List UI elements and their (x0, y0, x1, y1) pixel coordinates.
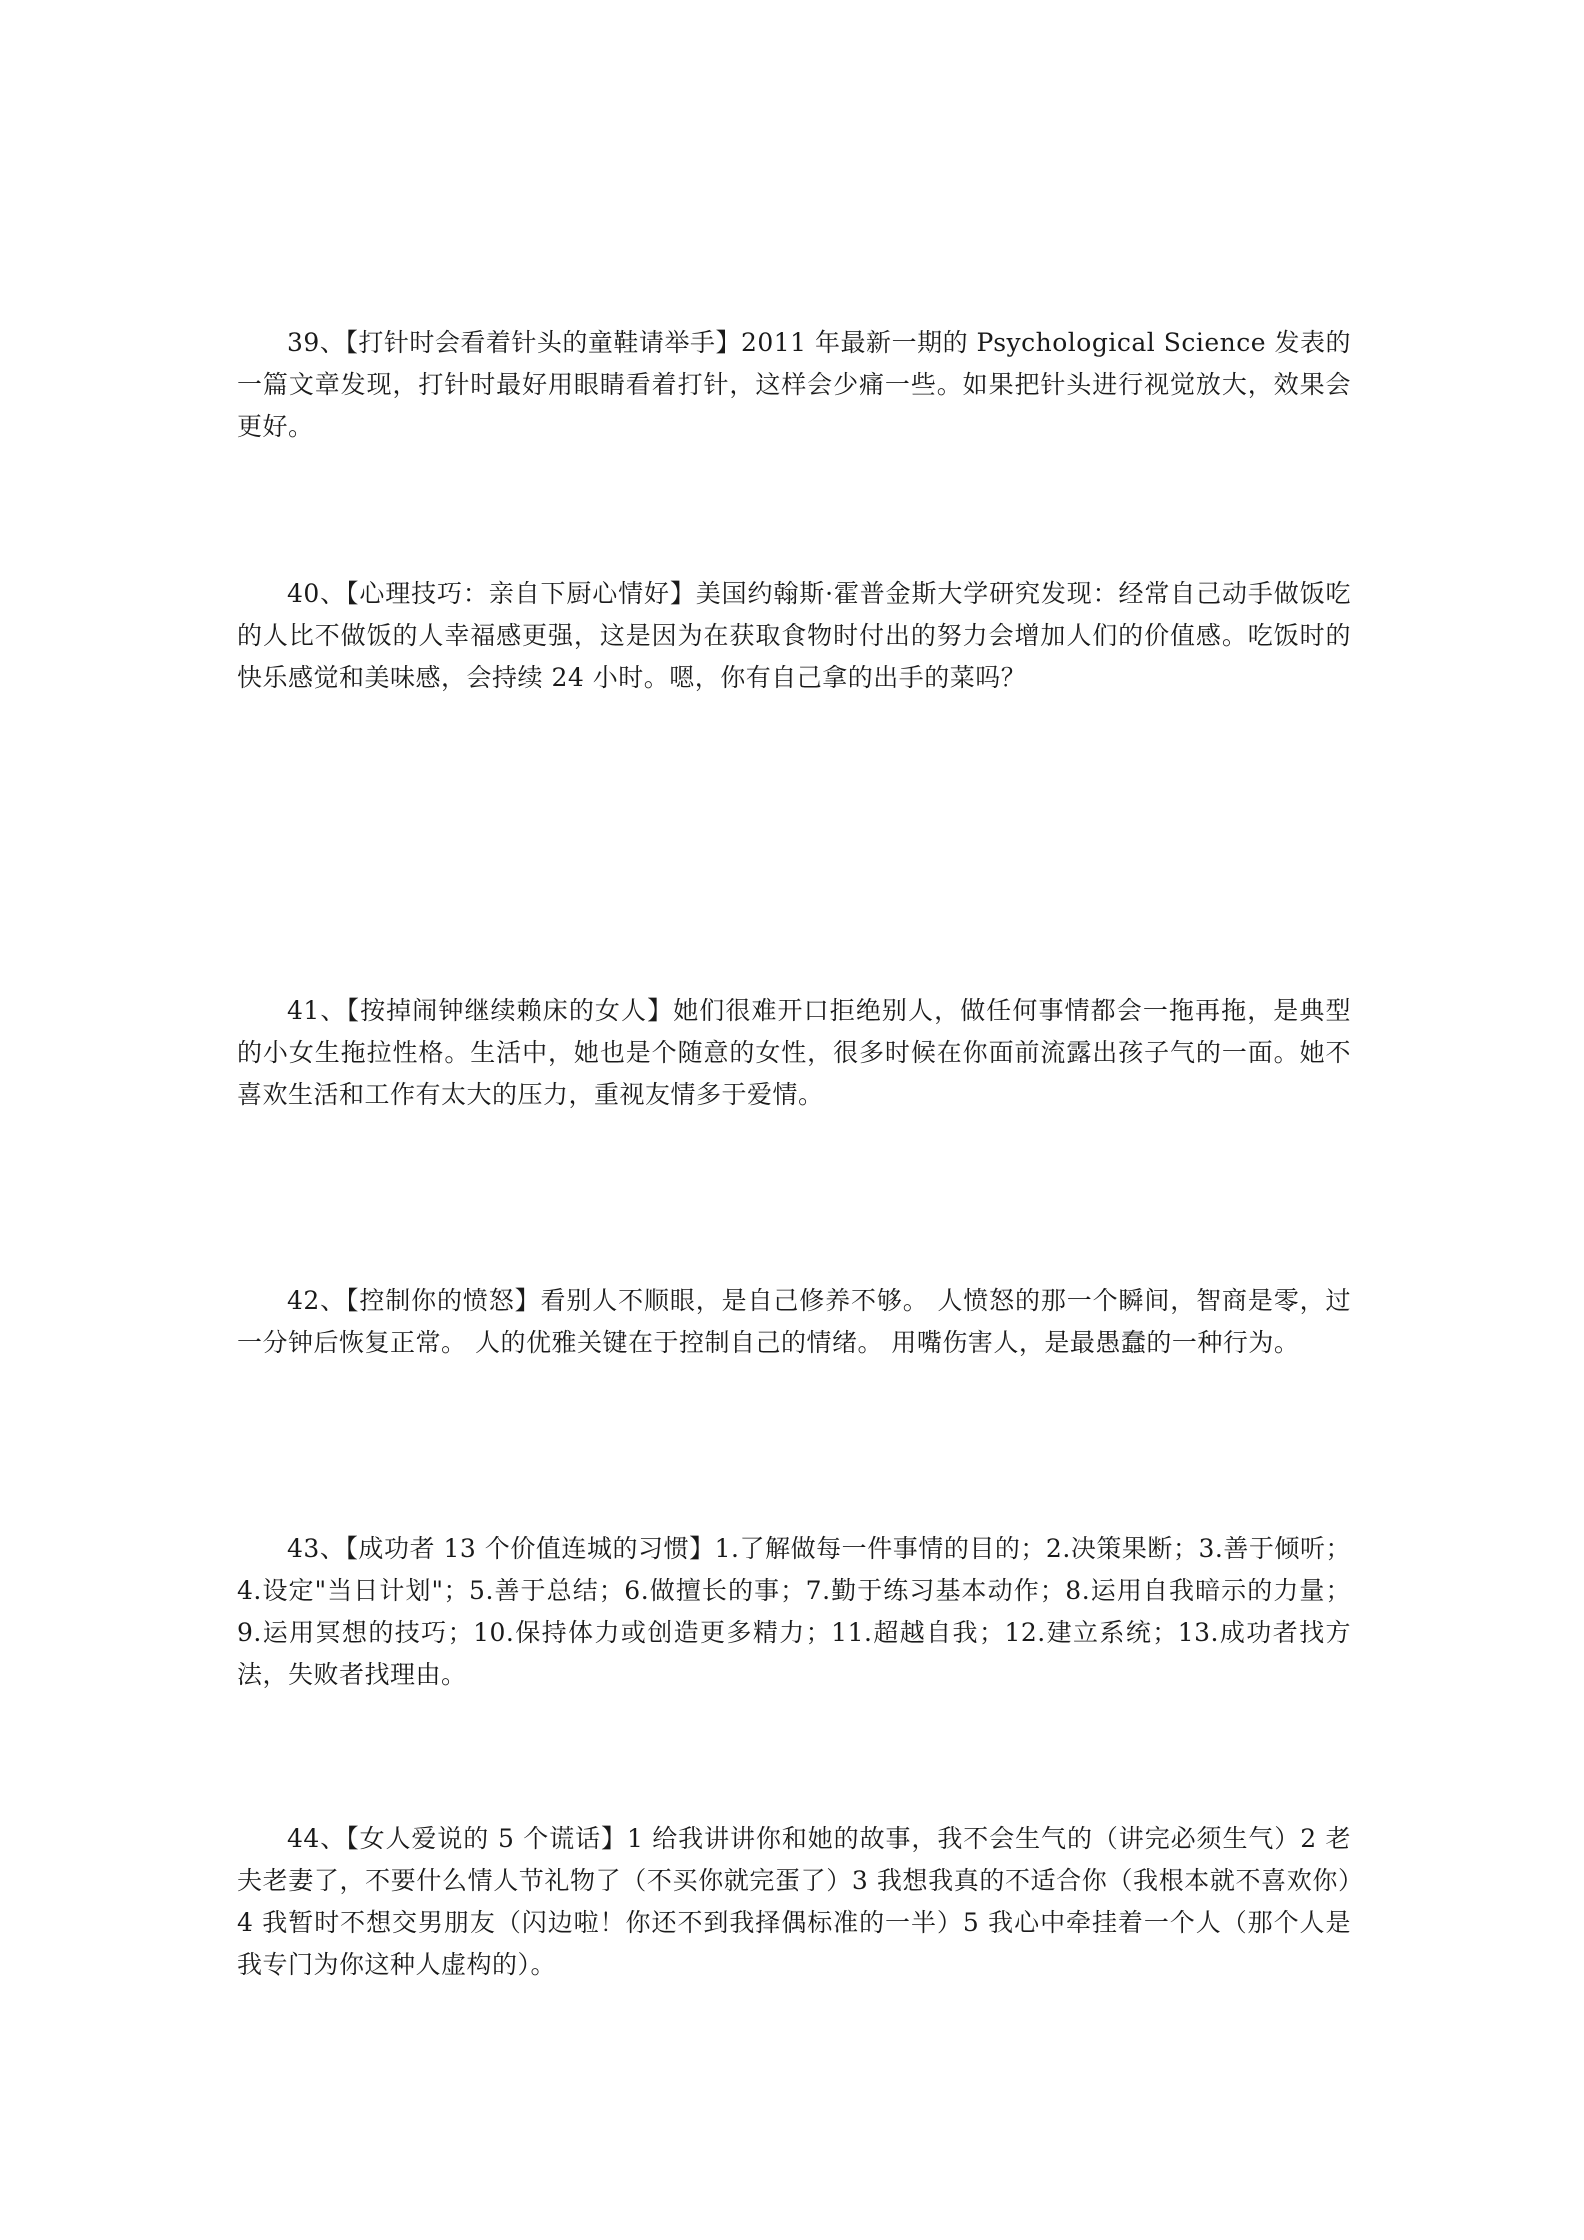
paragraph-39: 39、【打针时会看着针头的童鞋请举手】2011 年最新一期的 Psychological Science 发表的一篇文章发现，打针时最好用眼睛看着打针，这样会少痛一些。如果把针头进行视觉放大，效果会更好。 (237, 328, 1351, 441)
paragraph-42: 42、【控制你的愤怒】看别人不顺眼，是自己修养不够。 人愤怒的那一个瞬间，智商是零，过一分钟后恢复正常。 人的优雅关键在于控制自己的情绪。 用嘴伤害人，是最愚蠢的一种行为。 (237, 1286, 1351, 1357)
paragraph-43: 43、【成功者 13 个价值连城的习惯】1.了解做每一件事情的目的；2.决策果断；3.善于倾听；4.设定"当日计划"；5.善于总结；6.做擅长的事；7.勤于练习基本动作；8.运用自我暗示的力量；9.运用冥想的技巧；10.保持体力或创造更多精力；11.超越自我；12.建立系统；13.成功者找方法，失败者找理由。 (237, 1534, 1351, 1689)
paragraph-40: 40、【心理技巧：亲自下厨心情好】美国约翰斯·霍普金斯大学研究发现：经常自己动手做饭吃的人比不做饭的人幸福感更强，这是因为在获取食物时付出的努力会增加人们的价值感。吃饭时的快乐感觉和美味感，会持续 24 小时。嗯，你有自己拿的出手的菜吗？ (237, 579, 1351, 692)
paragraph-41: 41、【按掉闹钟继续赖床的女人】她们很难开口拒绝别人，做任何事情都会一拖再拖，是典型的小女生拖拉性格。生活中，她也是个随意的女性，很多时候在你面前流露出孩子气的一面。她不喜欢生活和工作有太大的压力，重视友情多于爱情。 (237, 996, 1351, 1109)
paragraph-44: 44、【女人爱说的 5 个谎话】1 给我讲讲你和她的故事，我不会生气的（讲完必须生气）2 老夫老妻了，不要什么情人节礼物了（不买你就完蛋了）3 我想我真的不适合你（我根本就不喜欢你）4 我暂时不想交男朋友（闪边啦！你还不到我择偶标准的一半）5 我心中牵挂着一个人（那个人是我专门为你这种人虚构的）。 (237, 1824, 1351, 1979)
